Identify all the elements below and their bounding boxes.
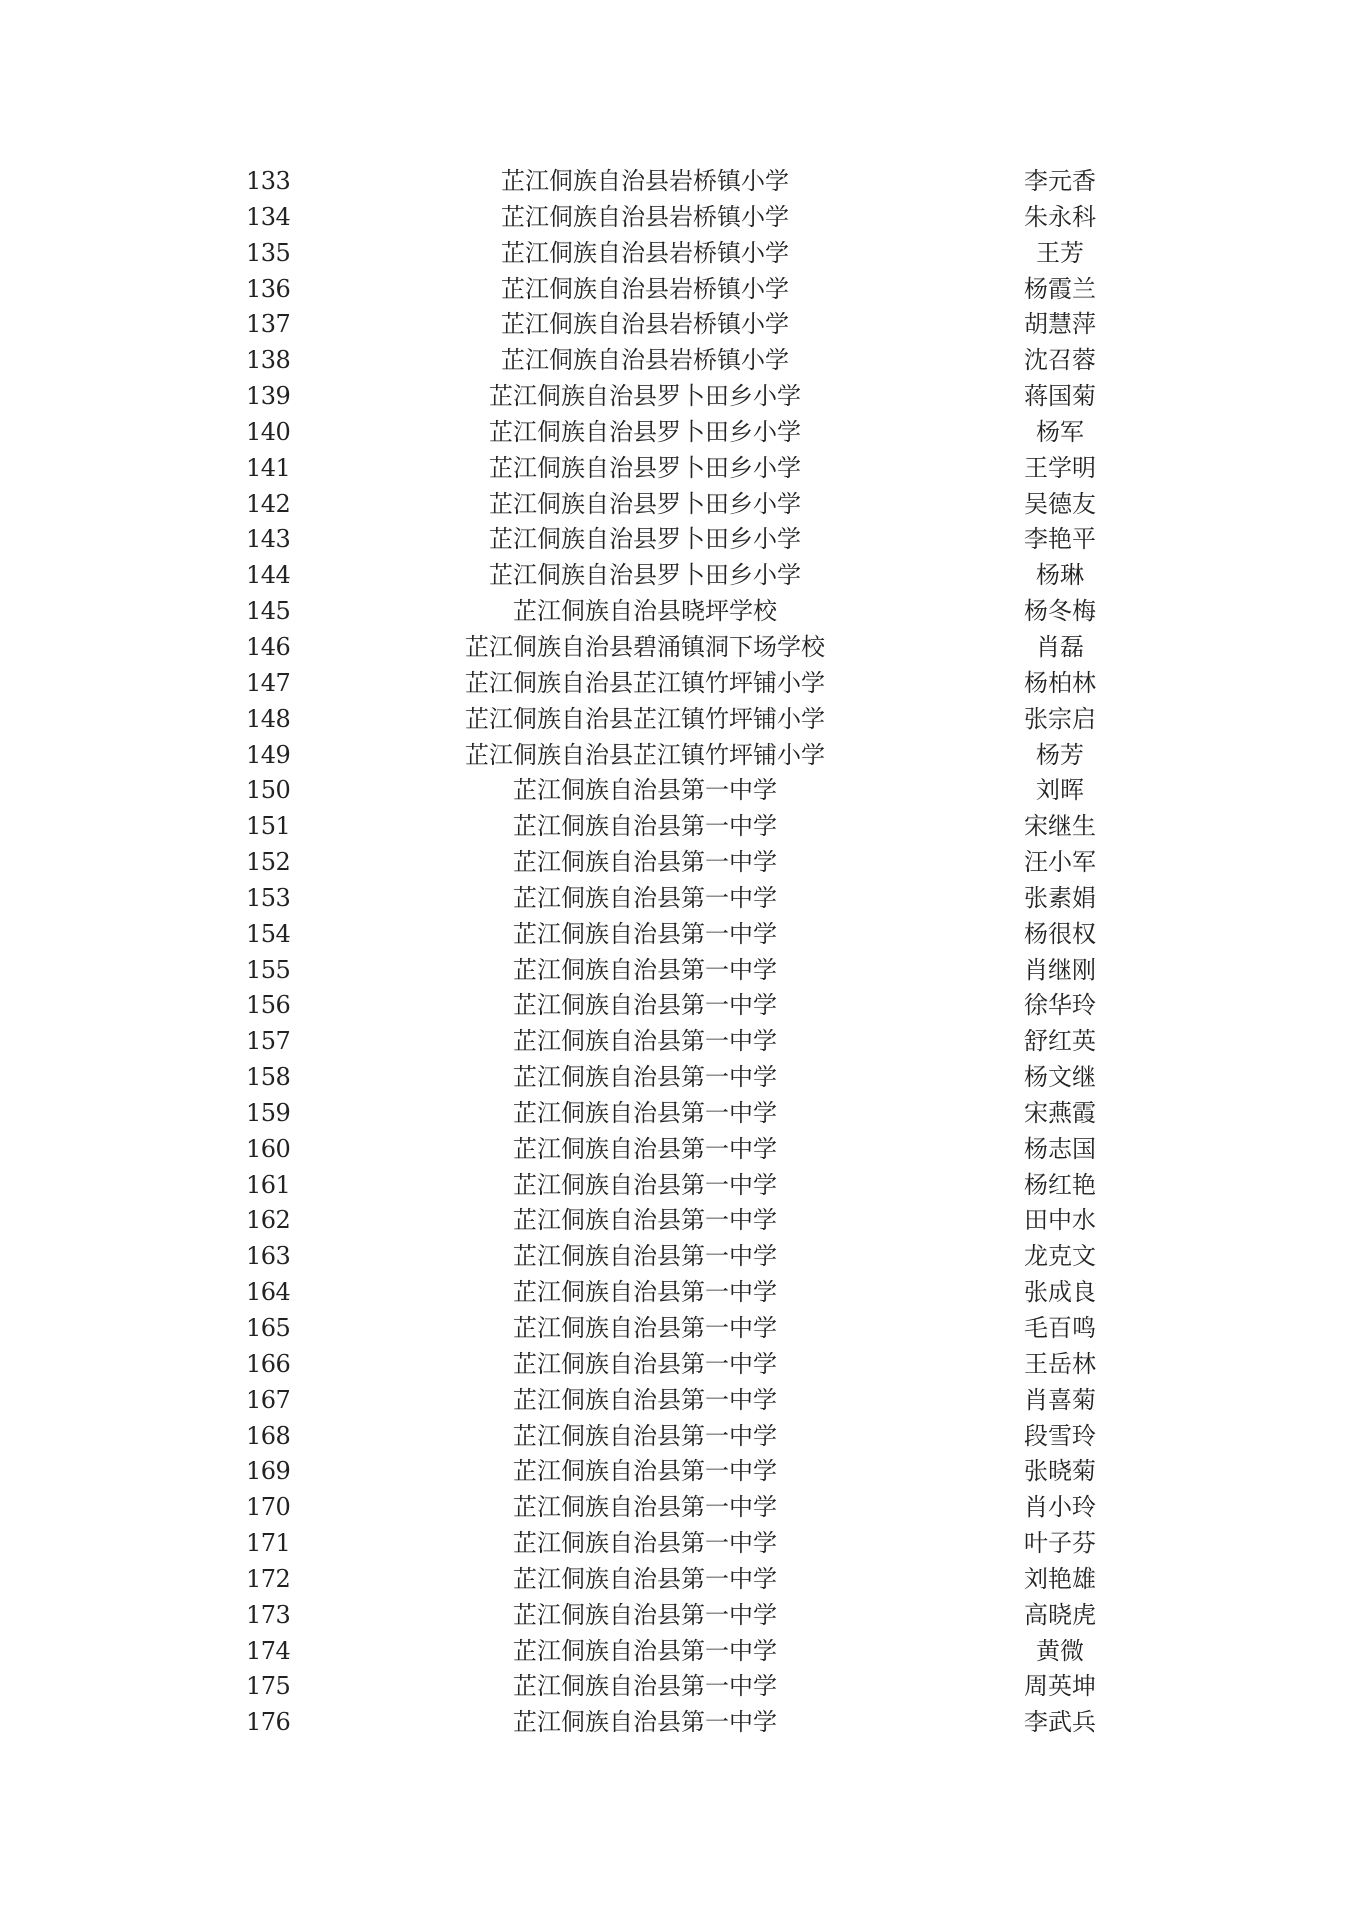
list-item <box>0 1347 1366 1383</box>
school-name: 芷江侗族自治县第一中学 <box>513 1672 777 1701</box>
school-name: 芷江侗族自治县第一中学 <box>513 1600 777 1629</box>
person-name: 龙克文 <box>1024 1242 1096 1271</box>
school-name: 芷江侗族自治县碧涌镇洞下场学校 <box>465 632 825 661</box>
school-name: 芷江侗族自治县罗卜田乡小学 <box>489 417 801 446</box>
school-name: 芷江侗族自治县芷江镇竹坪铺小学 <box>465 740 825 769</box>
row-number: 153 <box>246 883 291 912</box>
row-number: 150 <box>246 776 291 805</box>
school-name: 芷江侗族自治县第一中学 <box>513 919 777 948</box>
list-item <box>0 666 1366 702</box>
list-item <box>0 702 1366 738</box>
person-name: 叶子芬 <box>1024 1529 1096 1558</box>
school-name: 芷江侗族自治县罗卜田乡小学 <box>489 489 801 518</box>
school-name: 芷江侗族自治县岩桥镇小学 <box>501 167 789 195</box>
person-name: 徐华玲 <box>1024 991 1096 1020</box>
list-item <box>0 594 1366 630</box>
list-item <box>0 1383 1366 1419</box>
school-name: 芷江侗族自治县第一中学 <box>513 1349 777 1378</box>
person-name: 张宗启 <box>1024 704 1096 733</box>
list-item <box>0 809 1366 845</box>
list-item <box>0 272 1366 308</box>
school-name: 芷江侗族自治县第一中学 <box>513 1027 777 1056</box>
list-item <box>0 1669 1366 1705</box>
school-name: 芷江侗族自治县芷江镇竹坪铺小学 <box>465 668 825 697</box>
list-item <box>0 1705 1366 1741</box>
school-name: 芷江侗族自治县第一中学 <box>513 1457 777 1486</box>
row-number: 163 <box>246 1242 291 1271</box>
person-name: 汪小军 <box>1024 848 1096 877</box>
row-number: 169 <box>246 1457 291 1486</box>
list-item <box>0 200 1366 236</box>
row-number: 135 <box>246 238 291 267</box>
person-name: 杨军 <box>1036 417 1084 446</box>
list-item <box>0 379 1366 415</box>
person-name: 周英坤 <box>1024 1672 1096 1701</box>
row-number: 137 <box>246 310 291 339</box>
row-number: 134 <box>246 202 291 231</box>
list-item <box>0 1526 1366 1562</box>
list-item <box>0 1096 1366 1132</box>
school-name: 芷江侗族自治县第一中学 <box>513 1564 777 1593</box>
row-number: 155 <box>246 955 291 984</box>
list-item <box>0 522 1366 558</box>
row-number: 167 <box>246 1385 291 1414</box>
list-item <box>0 343 1366 379</box>
list-item <box>0 1239 1366 1275</box>
school-name: 芷江侗族自治县第一中学 <box>513 955 777 984</box>
row-number: 148 <box>246 704 291 733</box>
row-number: 159 <box>246 1098 291 1127</box>
school-name: 芷江侗族自治县第一中学 <box>513 1063 777 1092</box>
person-name: 蒋国菊 <box>1024 382 1096 411</box>
list-item <box>0 630 1366 666</box>
row-number: 161 <box>246 1170 291 1199</box>
list-item <box>0 1490 1366 1526</box>
school-name: 芷江侗族自治县罗卜田乡小学 <box>489 525 801 554</box>
person-name: 杨霞兰 <box>1024 274 1096 303</box>
row-number: 136 <box>246 274 291 303</box>
person-name: 黄微 <box>1036 1636 1084 1665</box>
row-number: 140 <box>246 417 291 446</box>
person-name: 肖磊 <box>1036 632 1084 661</box>
person-name: 王芳 <box>1036 238 1084 267</box>
person-name: 杨芳 <box>1036 740 1084 769</box>
row-number: 139 <box>246 382 291 411</box>
row-number: 160 <box>246 1134 291 1163</box>
school-name: 芷江侗族自治县第一中学 <box>513 812 777 841</box>
list-item <box>0 1060 1366 1096</box>
row-number: 147 <box>246 668 291 697</box>
school-name: 芷江侗族自治县第一中学 <box>513 848 777 877</box>
row-number: 144 <box>246 561 291 590</box>
row-number: 164 <box>246 1278 291 1307</box>
person-name: 杨文继 <box>1024 1063 1096 1092</box>
list-item <box>0 236 1366 272</box>
row-number: 152 <box>246 848 291 877</box>
person-name: 宋继生 <box>1024 812 1096 841</box>
person-name: 杨琳 <box>1036 561 1084 590</box>
row-number: 143 <box>246 525 291 554</box>
list-item <box>0 917 1366 953</box>
row-number: 141 <box>246 453 291 482</box>
list-item <box>0 415 1366 451</box>
list-item <box>0 1132 1366 1168</box>
row-number: 174 <box>246 1636 291 1665</box>
school-name: 芷江侗族自治县罗卜田乡小学 <box>489 453 801 482</box>
row-number: 171 <box>246 1529 291 1558</box>
list-item <box>0 1203 1366 1239</box>
school-name: 芷江侗族自治县第一中学 <box>513 1098 777 1127</box>
list-item <box>0 1275 1366 1311</box>
school-name: 芷江侗族自治县第一中学 <box>513 1529 777 1558</box>
school-name: 芷江侗族自治县第一中学 <box>513 1636 777 1665</box>
person-name: 朱永科 <box>1024 202 1096 231</box>
row-number: 173 <box>246 1600 291 1629</box>
list-item <box>0 487 1366 523</box>
school-name: 芷江侗族自治县岩桥镇小学 <box>501 346 789 375</box>
list-item <box>0 845 1366 881</box>
row-number: 157 <box>246 1027 291 1056</box>
person-name: 肖继刚 <box>1024 955 1096 984</box>
row-number: 156 <box>246 991 291 1020</box>
list-item <box>0 1562 1366 1598</box>
person-name: 杨柏林 <box>1024 668 1096 697</box>
person-name: 刘晖 <box>1036 776 1084 805</box>
person-name: 胡慧萍 <box>1024 310 1096 339</box>
school-name: 芷江侗族自治县岩桥镇小学 <box>501 202 789 231</box>
person-name: 张晓菊 <box>1024 1457 1096 1486</box>
person-name: 刘艳雄 <box>1024 1564 1096 1593</box>
row-number: 158 <box>246 1063 291 1092</box>
list-item <box>0 1419 1366 1455</box>
person-name: 张成良 <box>1024 1278 1096 1307</box>
row-number: 138 <box>246 346 291 375</box>
person-name: 段雪玲 <box>1024 1421 1096 1450</box>
person-name: 李武兵 <box>1024 1708 1096 1737</box>
person-name: 王岳林 <box>1024 1349 1096 1378</box>
school-name: 芷江侗族自治县芷江镇竹坪铺小学 <box>465 704 825 733</box>
row-number: 172 <box>246 1564 291 1593</box>
list-item <box>0 1634 1366 1670</box>
list-item <box>0 1311 1366 1347</box>
person-name: 杨冬梅 <box>1024 597 1096 626</box>
school-name: 芷江侗族自治县罗卜田乡小学 <box>489 382 801 411</box>
roster-list <box>0 164 1366 1741</box>
row-number: 151 <box>246 812 291 841</box>
school-name: 芷江侗族自治县晓坪学校 <box>513 597 777 626</box>
person-name: 田中水 <box>1024 1206 1096 1235</box>
list-item <box>0 451 1366 487</box>
school-name: 芷江侗族自治县第一中学 <box>513 1708 777 1737</box>
row-number: 142 <box>246 489 291 518</box>
school-name: 芷江侗族自治县第一中学 <box>513 883 777 912</box>
school-name: 芷江侗族自治县第一中学 <box>513 1314 777 1342</box>
list-item <box>0 881 1366 917</box>
row-number: 133 <box>246 167 291 195</box>
school-name: 芷江侗族自治县第一中学 <box>513 1242 777 1271</box>
person-name: 李元香 <box>1024 167 1096 195</box>
row-number: 146 <box>246 632 291 661</box>
list-item <box>0 988 1366 1024</box>
school-name: 芷江侗族自治县第一中学 <box>513 1493 777 1522</box>
person-name: 毛百鸣 <box>1024 1314 1096 1342</box>
school-name: 芷江侗族自治县岩桥镇小学 <box>501 310 789 339</box>
person-name: 杨很权 <box>1024 919 1096 948</box>
list-item <box>0 1454 1366 1490</box>
row-number: 145 <box>246 597 291 626</box>
row-number: 162 <box>246 1206 291 1235</box>
school-name: 芷江侗族自治县第一中学 <box>513 991 777 1020</box>
person-name: 肖小玲 <box>1024 1493 1096 1522</box>
school-name: 芷江侗族自治县岩桥镇小学 <box>501 274 789 303</box>
school-name: 芷江侗族自治县第一中学 <box>513 776 777 805</box>
school-name: 芷江侗族自治县第一中学 <box>513 1385 777 1414</box>
row-number: 154 <box>246 919 291 948</box>
person-name: 王学明 <box>1024 453 1096 482</box>
person-name: 张素娟 <box>1024 883 1096 912</box>
list-item <box>0 307 1366 343</box>
person-name: 杨红艳 <box>1024 1170 1096 1199</box>
list-item <box>0 953 1366 989</box>
row-number: 176 <box>246 1708 291 1737</box>
school-name: 芷江侗族自治县第一中学 <box>513 1206 777 1235</box>
school-name: 芷江侗族自治县第一中学 <box>513 1170 777 1199</box>
list-item <box>0 558 1366 594</box>
person-name: 吴德友 <box>1024 489 1096 518</box>
list-item <box>0 1024 1366 1060</box>
list-item <box>0 1168 1366 1204</box>
row-number: 166 <box>246 1349 291 1378</box>
row-number: 175 <box>246 1672 291 1701</box>
school-name: 芷江侗族自治县第一中学 <box>513 1421 777 1450</box>
person-name: 宋燕霞 <box>1024 1098 1096 1127</box>
person-name: 高晓虎 <box>1024 1600 1096 1629</box>
list-item <box>0 738 1366 774</box>
row-number: 165 <box>246 1314 291 1342</box>
person-name: 李艳平 <box>1024 525 1096 554</box>
list-item <box>0 164 1366 200</box>
row-number: 168 <box>246 1421 291 1450</box>
school-name: 芷江侗族自治县岩桥镇小学 <box>501 238 789 267</box>
row-number: 170 <box>246 1493 291 1522</box>
school-name: 芷江侗族自治县第一中学 <box>513 1134 777 1163</box>
person-name: 舒红英 <box>1024 1027 1096 1056</box>
person-name: 肖喜菊 <box>1024 1385 1096 1414</box>
school-name: 芷江侗族自治县罗卜田乡小学 <box>489 561 801 590</box>
list-item <box>0 773 1366 809</box>
person-name: 杨志国 <box>1024 1134 1096 1163</box>
row-number: 149 <box>246 740 291 769</box>
school-name: 芷江侗族自治县第一中学 <box>513 1278 777 1307</box>
list-item <box>0 1598 1366 1634</box>
person-name: 沈召蓉 <box>1024 346 1096 375</box>
